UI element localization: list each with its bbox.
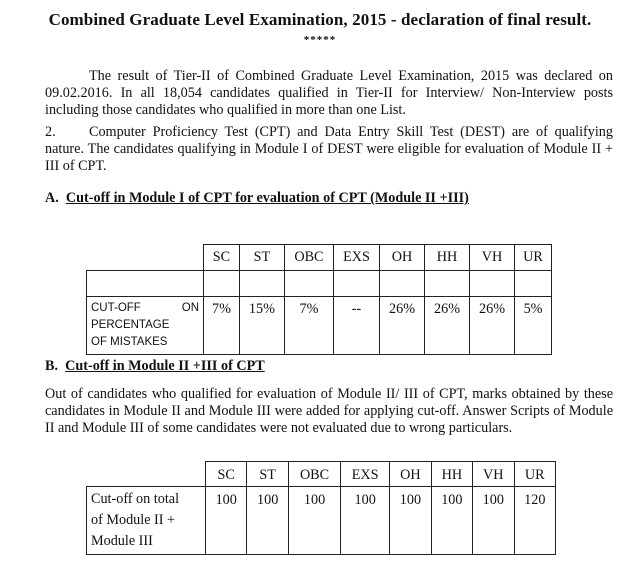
- value-exs: --: [333, 297, 379, 355]
- value-obc: 7%: [284, 297, 333, 355]
- header-sc: SC: [206, 462, 247, 487]
- table-header-row: [87, 245, 552, 271]
- value-hh: 26%: [425, 297, 470, 355]
- row-label-cutoff-percentage: [87, 297, 204, 355]
- value-oh: 100: [390, 487, 431, 555]
- table-empty-row: [87, 271, 552, 297]
- paragraph-2-text: Computer Proficiency Test (CPT) and Data Entry Skill Test (DEST) are of qualifying nature. The candidates qualifying in Module I of DEST were eligible for evaluation of Module II + III of CPT.: [45, 124, 613, 174]
- header-obc: OBC: [288, 462, 340, 487]
- section-b-heading: [45, 358, 265, 375]
- value-sc: 7%: [204, 297, 240, 355]
- row-label-line-2: of Module II +: [91, 512, 176, 528]
- header-st: ST: [239, 245, 284, 271]
- row-label-line-3: OF MISTAKES: [91, 336, 168, 348]
- header-hh: HH: [425, 245, 470, 271]
- table-header-row: [87, 462, 556, 487]
- header-ur: UR: [515, 245, 552, 271]
- header-oh: OH: [380, 245, 425, 271]
- table-corner-cell: [87, 462, 206, 487]
- paragraph-2: [45, 124, 613, 175]
- value-st: 100: [247, 487, 288, 555]
- cutoff-table-module-ii-iii: [86, 461, 556, 555]
- cutoff-table-module-i: [86, 244, 552, 355]
- header-exs: EXS: [333, 245, 379, 271]
- header-sc: SC: [204, 245, 240, 271]
- section-a-heading: [45, 190, 469, 207]
- header-st: ST: [247, 462, 288, 487]
- header-oh: OH: [390, 462, 431, 487]
- value-exs: 100: [341, 487, 390, 555]
- row-label-line-3: Module III: [91, 533, 153, 549]
- header-exs: EXS: [341, 462, 390, 487]
- row-label-line-1b: ON: [181, 302, 199, 314]
- paragraph-1: The result of Tier-II of Combined Graduate Level Examination, 2015 was declared on 09.02.2016. In all 18,054 candidates qualified in Tier-II for Interview/ Non-Interview posts including those candidates who qualified in more than one List.: [45, 68, 613, 118]
- row-label-cutoff-total: [87, 487, 206, 555]
- section-b-title: Cut-off in Module II +III of CPT: [65, 358, 265, 374]
- value-vh: 26%: [470, 297, 515, 355]
- title-separator-stars: *****: [303, 34, 337, 46]
- value-sc: 100: [206, 487, 247, 555]
- document-title: Combined Graduate Level Examination, 2015 - declaration of final result.: [48, 10, 592, 29]
- header-vh: VH: [470, 245, 515, 271]
- header-ur: UR: [514, 462, 555, 487]
- header-hh: HH: [431, 462, 472, 487]
- value-hh: 100: [431, 487, 472, 555]
- table-corner-cell: [87, 245, 204, 271]
- value-ur: 120: [514, 487, 555, 555]
- header-obc: OBC: [284, 245, 333, 271]
- header-vh: VH: [473, 462, 514, 487]
- value-vh: 100: [473, 487, 514, 555]
- table-row: [87, 297, 552, 355]
- section-b-prefix: B.: [45, 358, 59, 374]
- paragraph-2-number: 2.: [45, 124, 56, 140]
- value-ur: 5%: [515, 297, 552, 355]
- section-a-title: Cut-off in Module I of CPT for evaluation of CPT (Module II +III): [65, 190, 469, 206]
- section-b-paragraph: Out of candidates who qualified for evaluation of Module II/ III of CPT, marks obtained by these candidates in Module II and Module III were added for applying cut-off. Answer Scripts of Module II and Module III of some candidates were not evaluated due to wrong particulars.: [45, 386, 613, 436]
- row-label-line-2: PERCENTAGE: [91, 319, 170, 331]
- table-row: [87, 487, 556, 555]
- row-label-line-1a: CUT-OFF: [91, 302, 141, 314]
- value-oh: 26%: [380, 297, 425, 355]
- value-st: 15%: [239, 297, 284, 355]
- value-obc: 100: [288, 487, 340, 555]
- row-label-line-1: Cut-off on total: [91, 491, 180, 507]
- section-a-prefix: A.: [45, 190, 59, 206]
